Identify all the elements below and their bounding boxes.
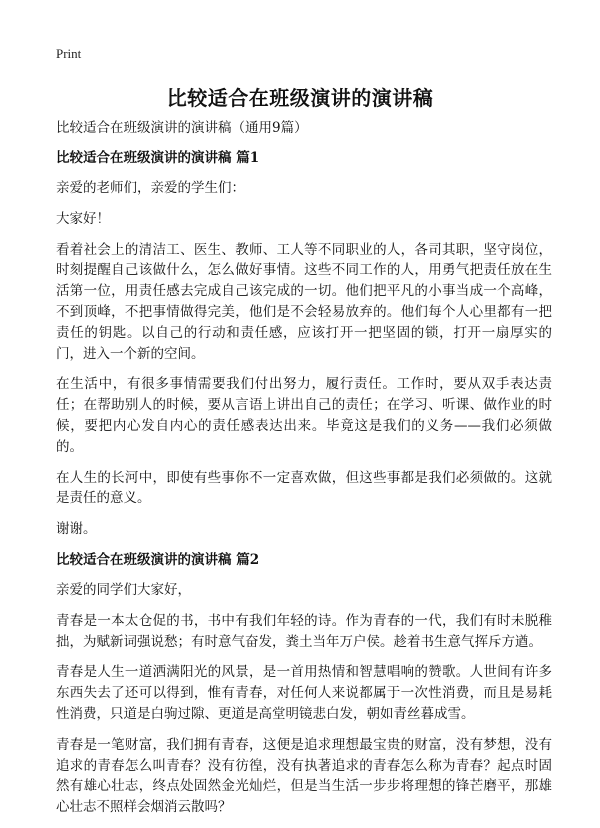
section-1: [56, 148, 552, 540]
paragraph: 青春是一本太仓促的书，书中有我们年轻的诗。作为青春的一代，我们有时未脱稚拙，为赋新词强说愁；有时意气奋发，粪土当年万户侯。趁着书生意气挥斥方遒。: [56, 612, 552, 650]
document-body: [56, 118, 552, 828]
section-2: [56, 550, 552, 818]
section-heading: 比较适合在班级演讲的演讲稿 篇2: [56, 551, 260, 568]
paragraph: 亲爱的老师们，亲爱的学生们：: [56, 180, 245, 196]
print-link[interactable]: Print: [56, 46, 82, 61]
section-heading: 比较适合在班级演讲的演讲稿 篇1: [56, 150, 260, 166]
document-subtitle: 比较适合在班级演讲的演讲稿（通用9篇）: [56, 120, 308, 136]
paragraph: 大家好！: [56, 210, 110, 227]
paragraph: 在生活中，有很多事情需要我们付出努力，履行责任。工作时，要从双手表达责任；在帮助别人的时候，要从言语上讲出自己的责任；在学习、听课、做作业的时候，要把内心发自内心的责任感表达出来。毕竟这是我们的义务——我们必须做的。: [56, 376, 552, 455]
document-title: 比较适合在班级演讲的演讲稿: [166, 86, 434, 110]
paragraph: 谢谢。: [56, 521, 97, 538]
paragraph: 亲爱的同学们大家好，: [56, 581, 191, 598]
paragraph: 青春是一笔财富，我们拥有青春，这便是追求理想最宝贵的财富，没有梦想，没有追求的青春怎么叫青春？没有彷徨，没有执著追求的青春怎么称为青春？起点时固然有雄心壮志，终点处固然金光灿烂，但是当生活一步步将理想的锋芒磨平，那雄心壮志不照样会烟消云散吗？: [56, 736, 552, 816]
paragraph: 在人生的长河中，即使有些事你不一定喜欢做，但这些事都是我们必须做的。这就是责任的意义。: [56, 469, 552, 507]
paragraph: 青春是人生一道洒满阳光的风景，是一首用热情和智慧唱响的赞歌。人世间有许多东西失去了还可以得到，惟有青春，对任何人来说都属于一次性消费，而且是易耗性消费，只道是白驹过隙、更道是高堂明镜悲白发，朝如青丝暮成雪。: [56, 664, 552, 722]
paragraph: 看着社会上的清洁工、医生、教师、工人等不同职业的人，各司其职，坚守岗位，时刻提醒自己该做什么，怎么做好事情。这些不同工作的人，用勇气把责任放在生活第一位，用责任感去完成自己该完成的一切。他们把平凡的小事当成一个高峰，不到顶峰，不把事情做得完美，他们是不会轻易放弃的。他们每个人心里都有一把责任的钥匙。以自己的行动和责任感，应该打开一把坚固的锁，打开一扇厚实的门，进入一个新的空间。: [56, 241, 552, 362]
